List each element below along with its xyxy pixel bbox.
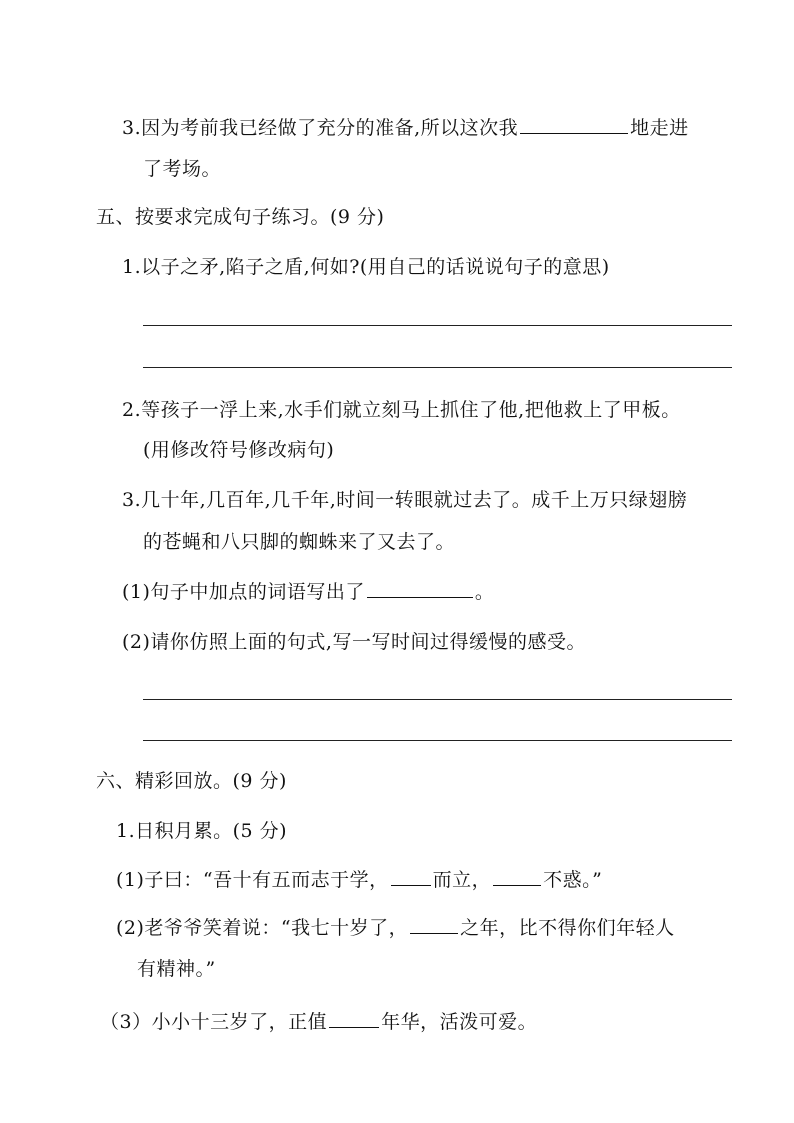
section6-sub2-text-a: (2)老爷爷笑着说：“我七十岁了，	[116, 917, 409, 939]
q4-item3-line2: 了考场。	[143, 158, 222, 180]
section6-item1: 1.日积月累。(5 分)	[116, 820, 288, 842]
section6-sub2-blank[interactable]	[410, 915, 458, 934]
q4-item3-answer-blank[interactable]	[520, 115, 628, 134]
section6-sub3-blank[interactable]	[329, 1009, 379, 1028]
section6-sub1-text-c: 不惑。”	[543, 869, 603, 891]
section5-item1: 1.以子之矛,陷子之盾,何如?(用自己的话说说句子的意思)	[122, 256, 610, 278]
section5-item1-answer-line-1[interactable]	[143, 325, 732, 326]
section5-item3-line2: 的苍蝇和八只脚的蜘蛛来了又去了。	[143, 531, 456, 553]
section5-item2-line1: 2.等孩子一浮上来,水手们就立刻马上抓住了他,把他救上了甲板。	[122, 399, 681, 421]
section5-sub2-answer-line-1[interactable]	[143, 699, 732, 700]
section6-sub1-blank-2[interactable]	[493, 867, 541, 886]
q4-item3-line1	[122, 115, 689, 141]
section6-sub3-text-b: 年华，活泼可爱。	[381, 1011, 538, 1033]
section5-sub1-text-after: 。	[474, 581, 495, 603]
section6-sub3	[100, 1009, 537, 1035]
section6-sub1	[116, 867, 602, 893]
section6-sub2-text-b: 之年，比不得你们年轻人	[460, 917, 675, 939]
section6-sub1-text-a: (1)子曰：“吾十有五而志于学，	[116, 869, 389, 891]
q4-item3-text-before: 3.因为考前我已经做了充分的准备,所以这次我	[122, 117, 519, 139]
section5-sub1-answer-blank[interactable]	[367, 579, 473, 598]
section6-sub1-text-b: 而立，	[432, 869, 492, 891]
section6-heading: 六、精彩回放。(9 分)	[96, 770, 287, 792]
q4-item3-text-after: 地走进	[630, 117, 689, 139]
section6-sub2-line1	[116, 915, 675, 941]
section6-sub1-blank-1[interactable]	[391, 867, 431, 886]
section5-heading: 五、按要求完成句子练习。(9 分)	[96, 206, 385, 228]
section5-sub1-text-before: (1)句子中加点的词语写出了	[122, 581, 365, 603]
section5-sub2: (2)请你仿照上面的句式,写一写时间过得缓慢的感受。	[122, 631, 586, 653]
section6-sub2-line2: 有精神。”	[137, 958, 216, 980]
section5-item1-answer-line-2[interactable]	[143, 367, 732, 368]
section5-sub2-answer-line-2[interactable]	[143, 740, 732, 741]
section5-item2-line2: (用修改符号修改病句)	[143, 439, 335, 461]
section6-sub3-text-a: （3）小小十三岁了，正值	[100, 1011, 328, 1033]
section5-sub1	[122, 579, 494, 605]
section5-item3-line1: 3.几十年,几百年,几千年,时间一转眼就过去了。成千上万只绿翅膀	[122, 489, 688, 511]
